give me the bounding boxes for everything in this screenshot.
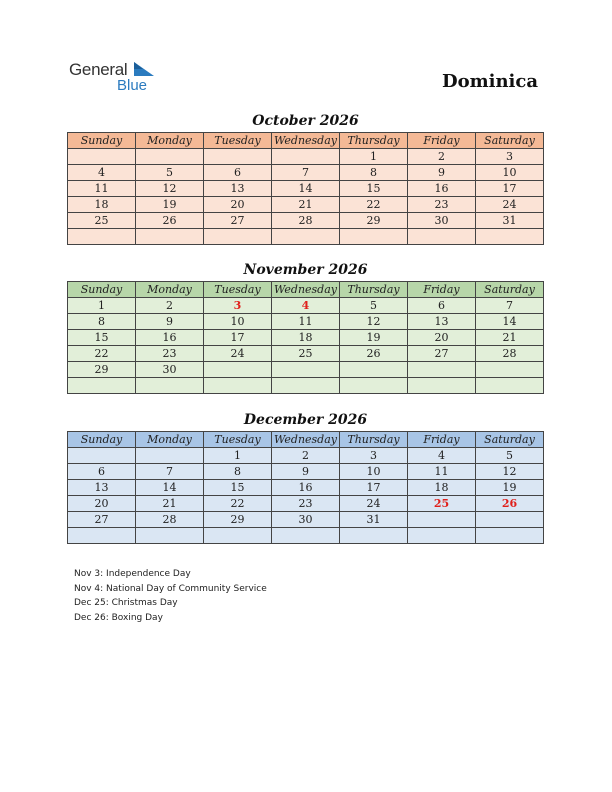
- day-cell: 7: [136, 464, 204, 480]
- week-row: [68, 330, 544, 346]
- empty-day-cell: [340, 528, 408, 544]
- day-cell: 12: [476, 464, 544, 480]
- day-cell: 14: [476, 314, 544, 330]
- empty-day-cell: [68, 149, 136, 165]
- day-cell: 28: [272, 213, 340, 229]
- weekday-header: Monday: [136, 133, 204, 149]
- day-cell: 24: [204, 346, 272, 362]
- day-cell: 10: [476, 165, 544, 181]
- day-cell: 4: [408, 448, 476, 464]
- week-row: [68, 512, 544, 528]
- day-cell: 16: [408, 181, 476, 197]
- weekday-header: Thursday: [340, 133, 408, 149]
- day-cell: 8: [340, 165, 408, 181]
- weekday-header: Wednesday: [272, 133, 340, 149]
- empty-day-cell: [340, 378, 408, 394]
- day-cell: 30: [272, 512, 340, 528]
- empty-day-cell: [136, 448, 204, 464]
- day-cell: 18: [68, 197, 136, 213]
- empty-day-cell: [204, 229, 272, 245]
- day-cell: 28: [476, 346, 544, 362]
- day-cell: 23: [408, 197, 476, 213]
- holiday-note: Nov 3: Independence Day: [74, 569, 191, 579]
- country-title: Dominica: [441, 71, 538, 92]
- day-cell: 12: [340, 314, 408, 330]
- day-cell: 3: [476, 149, 544, 165]
- day-cell: 8: [204, 464, 272, 480]
- day-cell: 7: [272, 165, 340, 181]
- day-cell: 1: [340, 149, 408, 165]
- empty-day-cell: [476, 378, 544, 394]
- week-row: [68, 346, 544, 362]
- day-cell: 9: [408, 165, 476, 181]
- day-cell: 21: [272, 197, 340, 213]
- day-cell: 27: [204, 213, 272, 229]
- day-cell: 28: [136, 512, 204, 528]
- week-row: [68, 448, 544, 464]
- day-cell: 31: [340, 512, 408, 528]
- weekday-header: Tuesday: [204, 432, 272, 448]
- week-row: [68, 298, 544, 314]
- day-cell: 7: [476, 298, 544, 314]
- day-cell: 10: [204, 314, 272, 330]
- empty-day-cell: [272, 362, 340, 378]
- day-cell: 26: [136, 213, 204, 229]
- day-cell: 22: [68, 346, 136, 362]
- week-row: [68, 314, 544, 330]
- day-cell: 19: [476, 480, 544, 496]
- empty-day-cell: [408, 528, 476, 544]
- empty-day-cell: [204, 149, 272, 165]
- empty-day-cell: [408, 362, 476, 378]
- logo-triangle-icon: [134, 62, 154, 78]
- empty-day-cell: [408, 229, 476, 245]
- weekday-header: Sunday: [68, 282, 136, 298]
- day-cell: 4: [68, 165, 136, 181]
- day-cell: 22: [340, 197, 408, 213]
- month-title: December 2026: [243, 412, 368, 428]
- day-cell: 24: [340, 496, 408, 512]
- day-cell: 30: [136, 362, 204, 378]
- week-row: [68, 149, 544, 165]
- month-december: [67, 411, 544, 544]
- empty-day-cell: [476, 229, 544, 245]
- empty-day-cell: [340, 229, 408, 245]
- day-cell: 14: [272, 181, 340, 197]
- week-row: [68, 496, 544, 512]
- week-row: [68, 378, 544, 394]
- day-cell: 29: [204, 512, 272, 528]
- day-cell: 9: [136, 314, 204, 330]
- week-row: [68, 213, 544, 229]
- empty-day-cell: [204, 528, 272, 544]
- holiday-note: Nov 4: National Day of Community Service: [74, 583, 267, 594]
- day-cell: 25: [272, 346, 340, 362]
- day-cell: 19: [136, 197, 204, 213]
- empty-day-cell: [340, 362, 408, 378]
- day-cell: 5: [476, 448, 544, 464]
- weekday-header: Tuesday: [204, 133, 272, 149]
- day-cell: 6: [68, 464, 136, 480]
- day-cell: 23: [272, 496, 340, 512]
- weekday-header-row: [68, 432, 544, 448]
- empty-day-cell: [204, 378, 272, 394]
- day-cell: 19: [340, 330, 408, 346]
- week-row: [68, 362, 544, 378]
- logo-general-text: General: [69, 60, 128, 79]
- day-cell: 26: [340, 346, 408, 362]
- weekday-header: Saturday: [476, 432, 544, 448]
- empty-day-cell: [68, 378, 136, 394]
- weekday-header: Tuesday: [204, 282, 272, 298]
- empty-day-cell: [136, 229, 204, 245]
- month-november: [67, 261, 544, 394]
- day-cell: 6: [408, 298, 476, 314]
- day-cell: 31: [476, 213, 544, 229]
- calendar-table: [67, 281, 544, 394]
- weekday-header: Monday: [136, 432, 204, 448]
- day-cell: 2: [408, 149, 476, 165]
- holiday-day-cell: 25: [408, 496, 476, 512]
- day-cell: 27: [408, 346, 476, 362]
- day-cell: 6: [204, 165, 272, 181]
- empty-day-cell: [476, 362, 544, 378]
- weekday-header: Sunday: [68, 432, 136, 448]
- day-cell: 16: [136, 330, 204, 346]
- holiday-day-cell: 4: [272, 298, 340, 314]
- calendar-table: [67, 431, 544, 544]
- day-cell: 20: [68, 496, 136, 512]
- day-cell: 20: [204, 197, 272, 213]
- empty-day-cell: [68, 448, 136, 464]
- empty-day-cell: [272, 149, 340, 165]
- empty-day-cell: [408, 512, 476, 528]
- day-cell: 21: [136, 496, 204, 512]
- holiday-day-cell: 26: [476, 496, 544, 512]
- day-cell: 11: [408, 464, 476, 480]
- holiday-day-cell: 3: [204, 298, 272, 314]
- day-cell: 12: [136, 181, 204, 197]
- empty-day-cell: [408, 378, 476, 394]
- week-row: [68, 464, 544, 480]
- week-row: [68, 197, 544, 213]
- week-row: [68, 165, 544, 181]
- day-cell: 13: [204, 181, 272, 197]
- holiday-note: Dec 26: Boxing Day: [74, 612, 163, 623]
- day-cell: 18: [272, 330, 340, 346]
- day-cell: 24: [476, 197, 544, 213]
- day-cell: 15: [68, 330, 136, 346]
- day-cell: 25: [68, 213, 136, 229]
- logo-blue-text: Blue: [117, 77, 148, 94]
- day-cell: 2: [136, 298, 204, 314]
- empty-day-cell: [204, 362, 272, 378]
- week-row: [68, 528, 544, 544]
- calendar-table: [67, 132, 544, 245]
- weekday-header: Saturday: [476, 282, 544, 298]
- week-row: [68, 480, 544, 496]
- day-cell: 9: [272, 464, 340, 480]
- month-october: [67, 112, 544, 245]
- weekday-header: Friday: [408, 432, 476, 448]
- day-cell: 1: [204, 448, 272, 464]
- empty-day-cell: [476, 528, 544, 544]
- day-cell: 8: [68, 314, 136, 330]
- empty-day-cell: [272, 229, 340, 245]
- weekday-header-row: [68, 282, 544, 298]
- weekday-header: Thursday: [340, 282, 408, 298]
- day-cell: 2: [272, 448, 340, 464]
- day-cell: 11: [68, 181, 136, 197]
- holiday-notes: [74, 567, 267, 625]
- day-cell: 16: [272, 480, 340, 496]
- weekday-header: Friday: [408, 282, 476, 298]
- empty-day-cell: [272, 528, 340, 544]
- day-cell: 17: [340, 480, 408, 496]
- day-cell: 3: [340, 448, 408, 464]
- day-cell: 20: [408, 330, 476, 346]
- day-cell: 5: [340, 298, 408, 314]
- holiday-note: Dec 25: Christmas Day: [74, 598, 178, 608]
- day-cell: 29: [340, 213, 408, 229]
- month-title: October 2026: [252, 113, 359, 129]
- day-cell: 17: [204, 330, 272, 346]
- day-cell: 15: [204, 480, 272, 496]
- generalblue-logo: [69, 60, 159, 96]
- weekday-header: Wednesday: [272, 282, 340, 298]
- empty-day-cell: [136, 149, 204, 165]
- weekday-header-row: [68, 133, 544, 149]
- empty-day-cell: [136, 378, 204, 394]
- day-cell: 11: [272, 314, 340, 330]
- day-cell: 21: [476, 330, 544, 346]
- weekday-header: Wednesday: [272, 432, 340, 448]
- weekday-header: Monday: [136, 282, 204, 298]
- day-cell: 13: [68, 480, 136, 496]
- empty-day-cell: [272, 378, 340, 394]
- day-cell: 14: [136, 480, 204, 496]
- weekday-header: Thursday: [340, 432, 408, 448]
- weekday-header: Friday: [408, 133, 476, 149]
- day-cell: 17: [476, 181, 544, 197]
- day-cell: 15: [340, 181, 408, 197]
- week-row: [68, 181, 544, 197]
- day-cell: 1: [68, 298, 136, 314]
- day-cell: 27: [68, 512, 136, 528]
- day-cell: 30: [408, 213, 476, 229]
- empty-day-cell: [476, 512, 544, 528]
- day-cell: 22: [204, 496, 272, 512]
- day-cell: 13: [408, 314, 476, 330]
- empty-day-cell: [68, 528, 136, 544]
- week-row: [68, 229, 544, 245]
- day-cell: 10: [340, 464, 408, 480]
- day-cell: 29: [68, 362, 136, 378]
- weekday-header: Saturday: [476, 133, 544, 149]
- day-cell: 23: [136, 346, 204, 362]
- day-cell: 5: [136, 165, 204, 181]
- month-title: November 2026: [243, 262, 368, 278]
- empty-day-cell: [68, 229, 136, 245]
- empty-day-cell: [136, 528, 204, 544]
- weekday-header: Sunday: [68, 133, 136, 149]
- day-cell: 18: [408, 480, 476, 496]
